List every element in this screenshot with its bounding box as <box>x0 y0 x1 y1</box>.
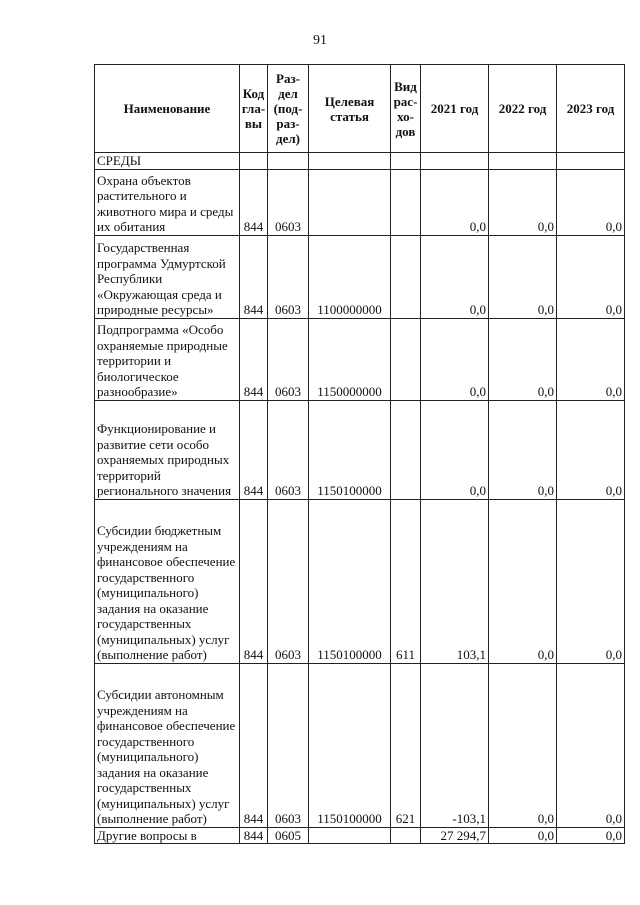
row-vid: 611 <box>391 499 421 663</box>
table-row <box>95 318 625 400</box>
row-razdel: 0603 <box>268 499 309 663</box>
row-2021: 0,0 <box>421 169 489 235</box>
row-2023: 0,0 <box>557 169 625 235</box>
row-celevaya: 1150100000 <box>309 663 391 827</box>
row-vid <box>391 318 421 400</box>
row-name: Функционирование и развитие сети особо охраняемых природных территорий регионального значения <box>95 400 240 499</box>
row-vid <box>391 169 421 235</box>
row-glava: 844 <box>240 827 268 844</box>
table-row-partial <box>95 827 625 844</box>
row-2022: 0,0 <box>489 235 557 318</box>
row-razdel: 0603 <box>268 400 309 499</box>
row-name: Другие вопросы в <box>95 827 240 844</box>
row-razdel: 0603 <box>268 663 309 827</box>
row-2022: 0,0 <box>489 400 557 499</box>
row-2022: 0,0 <box>489 827 557 844</box>
row-vid <box>391 235 421 318</box>
row-2022: 0,0 <box>489 499 557 663</box>
section-label: СРЕДЫ <box>95 153 240 170</box>
row-celevaya <box>309 169 391 235</box>
table-row <box>95 499 625 663</box>
row-celevaya: 1150000000 <box>309 318 391 400</box>
row-2023: 0,0 <box>557 235 625 318</box>
table-row <box>95 400 625 499</box>
row-2021: 103,1 <box>421 499 489 663</box>
table-row <box>95 663 625 827</box>
row-vid <box>391 400 421 499</box>
header-2023: 2023 год <box>557 65 625 153</box>
row-2023: 0,0 <box>557 827 625 844</box>
row-2021: 27 294,7 <box>421 827 489 844</box>
row-vid <box>391 827 421 844</box>
row-razdel: 0603 <box>268 235 309 318</box>
row-vid: 621 <box>391 663 421 827</box>
row-2021: 0,0 <box>421 400 489 499</box>
row-razdel: 0603 <box>268 169 309 235</box>
row-2022: 0,0 <box>489 169 557 235</box>
row-2023: 0,0 <box>557 663 625 827</box>
row-2021: -103,1 <box>421 663 489 827</box>
row-2023: 0,0 <box>557 318 625 400</box>
row-2023: 0,0 <box>557 400 625 499</box>
page-number: 91 <box>313 33 327 48</box>
table-row <box>95 235 625 318</box>
header-row <box>95 65 625 153</box>
row-2023: 0,0 <box>557 499 625 663</box>
row-name: Подпрограмма «Особо охраняемые природные территории и биологическое разнообразие» <box>95 318 240 400</box>
row-2021: 0,0 <box>421 318 489 400</box>
table-row <box>95 169 625 235</box>
row-glava: 844 <box>240 663 268 827</box>
row-glava: 844 <box>240 235 268 318</box>
row-name: Охрана объектов растительного и животного мира и среды их обитания <box>95 169 240 235</box>
row-celevaya <box>309 827 391 844</box>
header-glava: Код гла-вы <box>240 65 268 153</box>
row-name: Государственная программа Удмуртской Республики «Окружающая среда и природные ресурсы» <box>95 235 240 318</box>
row-2022: 0,0 <box>489 663 557 827</box>
row-glava: 844 <box>240 169 268 235</box>
row-glava: 844 <box>240 499 268 663</box>
header-celevaya: Целевая статья <box>309 65 391 153</box>
row-razdel: 0603 <box>268 318 309 400</box>
row-celevaya: 1150100000 <box>309 400 391 499</box>
header-2022: 2022 год <box>489 65 557 153</box>
row-name: Субсидии бюджетным учреждениям на финансовое обеспечение государственного (муниципального) задания на оказание государственных (муниципальных) услуг (выполнение работ) <box>95 499 240 663</box>
header-name: Наименование <box>95 65 240 153</box>
budget-table <box>94 64 625 844</box>
row-glava: 844 <box>240 318 268 400</box>
row-2021: 0,0 <box>421 235 489 318</box>
row-2022: 0,0 <box>489 318 557 400</box>
header-razdel: Раз-дел (под-раз-дел) <box>268 65 309 153</box>
header-vid: Вид рас-хо-дов <box>391 65 421 153</box>
row-glava: 844 <box>240 400 268 499</box>
row-name: Субсидии автономным учреждениям на финансовое обеспечение государственного (муниципального) задания на оказание государственных (муниципальных) услуг (выполнение работ) <box>95 663 240 827</box>
header-2021: 2021 год <box>421 65 489 153</box>
row-celevaya: 1100000000 <box>309 235 391 318</box>
row-razdel: 0605 <box>268 827 309 844</box>
row-celevaya: 1150100000 <box>309 499 391 663</box>
section-row <box>95 153 625 170</box>
